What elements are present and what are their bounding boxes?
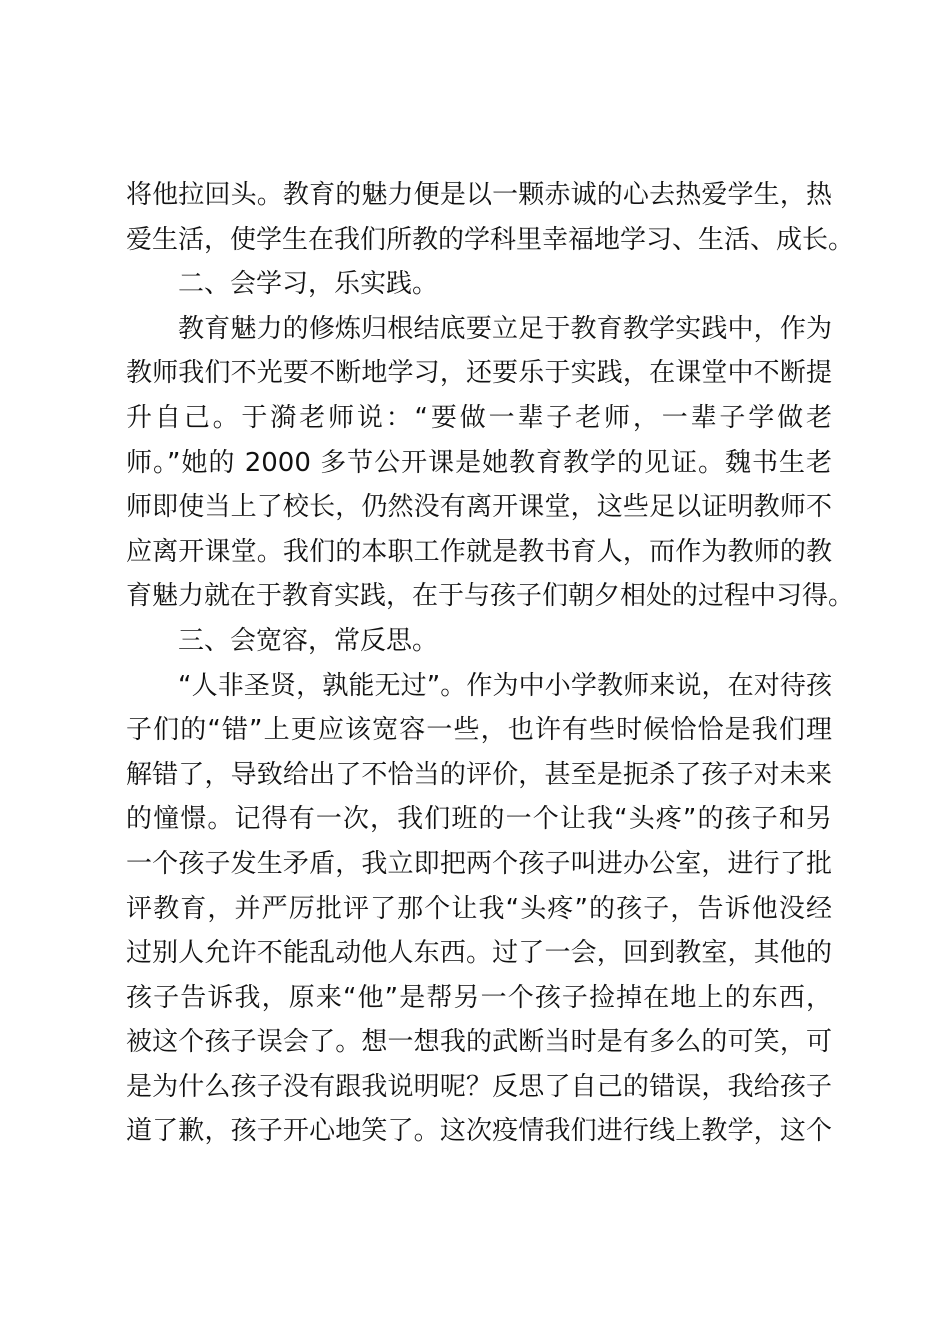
paragraph-first-line: 教育魅力的修炼归根结底要立足于教育教学实践中，作为 <box>178 313 832 344</box>
body-text <box>126 173 855 1154</box>
section-heading-2: 二、会学习，乐实践。 <box>178 269 439 300</box>
text-line: 师。”她的 2000 多节公开课是她教育教学的见证。魏书生老 <box>126 447 832 478</box>
text-line: 将他拉回头。教育的魅力便是以一颗赤诚的心去热爱学生，热 <box>126 180 832 210</box>
text-line: 的憧憬。记得有一次，我们班的一个让我“头疼”的孩子和另 <box>126 804 832 835</box>
paragraph-end-line: 育魅力就在于教育实践，在于与孩子们朝夕相处的过程中习得。 <box>126 581 855 612</box>
text-line: 解错了，导致给出了不恰当的评价，甚至是扼杀了孩子对未来 <box>126 759 832 790</box>
paragraph-first-line: “人非圣贤，孰能无过”。作为中小学教师来说，在对待孩 <box>178 670 832 701</box>
text-line: 教师我们不光要不断地学习，还要乐于实践，在课堂中不断提 <box>126 358 832 389</box>
text-line: 应离开课堂。我们的本职工作就是教书育人，而作为教师的教 <box>126 536 832 567</box>
text-line: 一个孩子发生矛盾，我立即把两个孩子叫进办公室，进行了批 <box>126 848 832 879</box>
text-line: 师即使当上了校长，仍然没有离开课堂，这些足以证明教师不 <box>126 492 832 523</box>
text-line: 升自己。于漪老师说：“要做一辈子老师，一辈子学做老 <box>126 402 832 433</box>
text-line: 是为什么孩子没有跟我说明呢？反思了自己的错误，我给孩子 <box>126 1071 832 1102</box>
text-line: 过别人允许不能乱动他人东西。过了一会，回到教室，其他的 <box>126 938 832 969</box>
paragraph-end-line: 爱生活，使学生在我们所教的学科里幸福地学习、生活、成长。 <box>126 224 855 255</box>
section-heading-3: 三、会宽容，常反思。 <box>178 625 439 656</box>
text-line: 评教育，并严厉批评了那个让我“头疼”的孩子，告诉他没经 <box>126 893 832 924</box>
text-line: 子们的“错”上更应该宽容一些，也许有些时候恰恰是我们理 <box>126 715 832 746</box>
text-line: 被这个孩子误会了。想一想我的武断当时是有多么的可笑，可 <box>126 1027 832 1058</box>
text-line: 道了歉，孩子开心地笑了。这次疫情我们进行线上教学，这个 <box>126 1116 832 1147</box>
text-line: 孩子告诉我，原来“他”是帮另一个孩子捡掉在地上的东西， <box>126 982 832 1013</box>
